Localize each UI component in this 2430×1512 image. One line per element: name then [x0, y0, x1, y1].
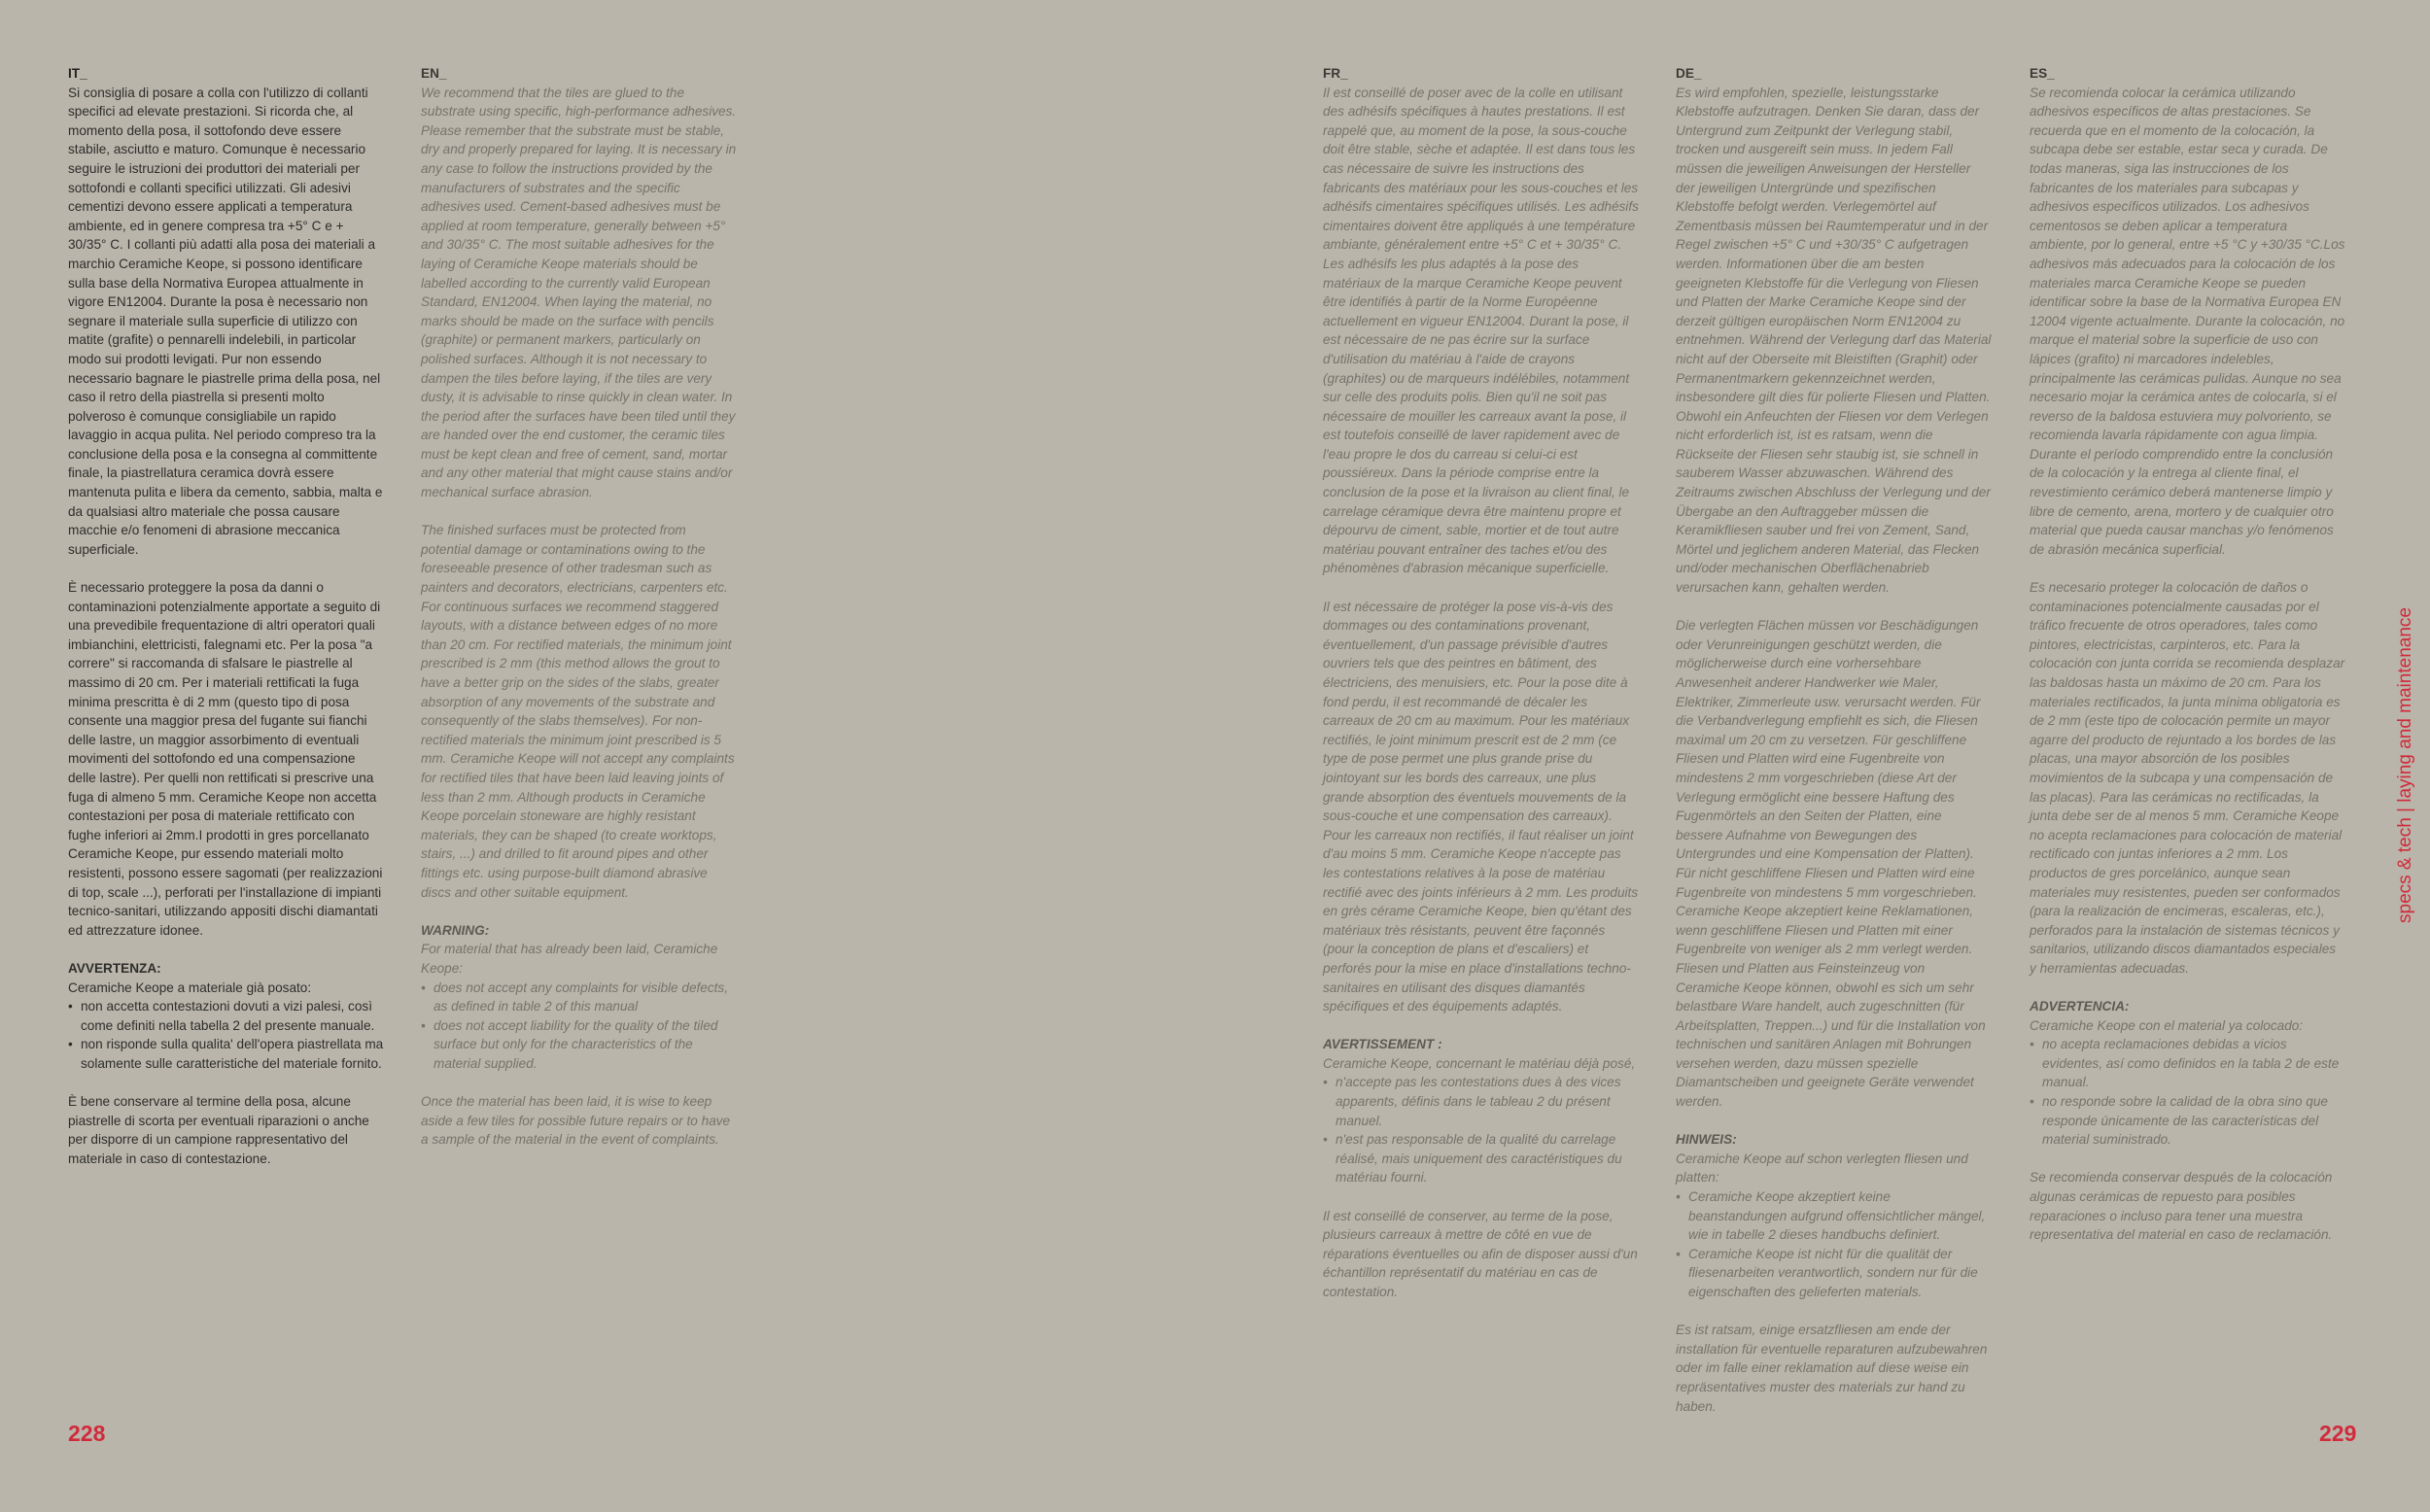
list-item: • no responde sobre la calidad de la obra sino que responde únicamente de las características del material suministrado. [2030, 1092, 2345, 1150]
es-warning-list [2030, 1035, 2345, 1150]
list-item: • does not accept liability for the quality of the tiled surface but only for the characteristics of the material supplied. [421, 1016, 737, 1074]
it-warning-title: AVVERTENZA: [68, 960, 161, 976]
page-number-left: 228 [68, 1421, 106, 1446]
spanish-column [2030, 64, 2345, 1263]
list-item: • n'est pas responsable de la qualité du carrelage réalisé, mais uniquement des caractéristiques du matériau fourni. [1323, 1130, 1639, 1187]
german-column [1676, 64, 1992, 1435]
en-warning-list [421, 979, 737, 1074]
en-paragraph-3: Once the material has been laid, it is wise to keep aside a few tiles for possible future repairs or to have a sample of the material in the event of complaints. [421, 1094, 731, 1148]
it-paragraph-3: È bene conservare al termine della posa, alcune piastrelle di scorta per eventuali riparazioni o anche per disporre di un campione rappresentativo del materiale in caso di contestazione. [68, 1094, 369, 1166]
en-paragraph-1: We recommend that the tiles are glued to the substrate using specific, high-performance adhesives. Please remember that the substrate must be stable, dry and properly prepared for laying. It is necessary in any case to follow the instructions provided by the manufacturers of substrates and the specific adhesives used. Cement-based adhesives must be applied at room temperature, generally between +5° and 30/35° C. The most suitable adhesives for the laying of Ceramiche Keope materials should be labelled according to the currently valid European Standard, EN12004. When laying the material, no marks should be made on the surface with pencils (graphite) or permanent markers, particularly on polished surfaces. Although it is not necessary to dampen the tiles before laying, if the tiles are very dusty, it is advisable to rinse quickly in clean water. In the period after the surfaces have been tiled until they are handed over the end customer, the ceramic tiles must be kept clean and free of cement, sand, mortar and any other material that might cause stains and/or mechanical surface abrasion. [421, 85, 737, 500]
list-item: • n'accepte pas les contestations dues à des vices apparents, définis dans le tableau 2 du présent manuel. [1323, 1073, 1639, 1130]
french-column [1323, 64, 1639, 1321]
de-warning-list [1676, 1187, 1992, 1302]
es-warning-lead: Ceramiche Keope con el material ya colocado: [2030, 1017, 2304, 1033]
fr-warning-lead: Ceramiche Keope, concernant le matériau déjà posé, [1323, 1055, 1636, 1071]
lang-label-it: IT_ [68, 66, 87, 81]
english-column [421, 64, 737, 1168]
list-item: • non risponde sulla qualita' dell'opera piastrellata ma solamente sulle caratteristiche del materiale fornito. [68, 1035, 384, 1073]
es-warning-title: ADVERTENCIA: [2030, 999, 2130, 1014]
en-paragraph-2: The finished surfaces must be protected from potential damage or contaminations owing to the foreseeable presence of other tradesman such as painters and decorators, electricians, carpenters etc. For continuous surfaces we recommend staggered layouts, with a distance between edges of no more than 20 cm. For rectified materials, the minimum joint prescribed is 2 mm (this method allows the grout to have a better grip on the sides of the slabs, greater absorption of any movements of the substrate and consequently of the slabs themselves). For non-rectified materials the minimum joint prescribed is 5 mm. Ceramiche Keope will not accept any complaints for rectified tiles that have been laid leaving joints of less than 2 mm. Although products in Ceramiche Keope porcelain stoneware are highly resistant materials, they can be shaped (to create worktops, stairs, ...) and drilled to fit around pipes and other fittings etc. using purpose-built diamond abrasive discs and other suitable equipment. [421, 523, 735, 900]
list-item: • non accetta contestazioni dovuti a vizi palesi, così come definiti nella tabella 2 del presente manuale. [68, 997, 384, 1035]
side-label-text: specs & tech | laying and maintenance [2395, 607, 2415, 923]
lang-label-es: ES_ [2030, 66, 2055, 81]
de-paragraph-3: Es ist ratsam, einige ersatzfliesen am ende der installation für eventuelle reparaturen aufzubewahren oder im falle einer reklamation auf diese weise ein repräsentatives muster des materials zur hand zu haben. [1676, 1323, 1988, 1414]
de-warning-title: HINWEIS: [1676, 1132, 1737, 1148]
lang-label-de: DE_ [1676, 66, 1702, 81]
en-warning-title: WARNING: [421, 922, 490, 938]
list-item: • Ceramiche Keope ist nicht für die qualität der fliesenarbeiten verantwortlich, sondern nur für die eigenschaften des gelieferten materials. [1676, 1245, 1992, 1302]
italian-column [68, 64, 384, 1187]
es-paragraph-2: Es necesario proteger la colocación de daños o contaminaciones potencialmente causadas por el tráfico frecuente de otros operadores, tales como pintores, electricistas, carpinteros, etc. Para la colocación con junta corrida se recomienda desplazar las baldosas hasta un máximo de 20 cm. Para los materiales rectificados, la junta mínima obligatoria es de 2 mm (este tipo de colocación permite un mayor agarre del producto de rejuntado a los bordes de las placas, una mayor absorción de los posibles movimientos de la subcapa y una compensación de las placas). Para las cerámicas no rectificadas, la junta debe ser de al menos 5 mm. Ceramiche Keope no acepta reclamaciones para colocación de material rectificado con juntas inferiores a 2 mm. Los productos de gres porcelánico, aunque sean materiales muy resistentes, pueden ser conformados (para la realización de encimeras, escaleras, etc.), perforados para la instalación de sistemas técnicos y sanitarios, utilizando discos diamantados especiales y herramientas adecuadas. [2030, 580, 2345, 976]
fr-paragraph-2: Il est nécessaire de protéger la pose vis-à-vis des dommages ou des contaminations provenant, éventuellement, d'un passage prévisible d'autres ouvriers tels que des peintres en bâtiment, des électriciens, des menuisiers, etc. Pour la pose dite à fond perdu, il est recommandé de décaler les carreaux de 20 cm au maximum. Pour les matériaux rectifiés, le joint minimum prescrit est de 2 mm (ce type de pose permet une plus grande prise du jointoyant sur les bords des carreaux, une plus grande absorption des éventuels mouvements de la sous-couche et une compensation des carreaux). Pour les carreaux non rectifiés, il faut réaliser un joint d'au moins 5 mm. Ceramiche Keope n'accepte pas les contestations relatives à la pose de matériau rectifié avec des joints inférieurs à 2 mm. Les produits en grès cérame Ceramiche Keope, bien qu'étant des matériaux très résistants, peuvent être façonnés (pour la conception de plans et d'escaliers) et perforés pour la mise en place d'installations techno-sanitaires en utilisant des disques diamantés spécifiques et des équipements adaptés. [1323, 599, 1639, 1014]
de-paragraph-2: Die verlegten Flächen müssen vor Beschädigungen oder Verunreinigungen geschützt werden, die möglicherweise durch eine vorhersehbare Anwesenheit anderer Handwerker wie Maler, Elektriker, Zimmerleute usw. verursacht werden. Für die Verbandverlegung empfiehlt es sich, die Fliesen maximal um 20 cm zu versetzen. Für geschliffene Fliesen und Platten wird eine Fugenbreite von mindestens 2 mm vorgeschrieben (diese Art der Verlegung ermöglicht eine bessere Haftung des Fugenmörtels an den Seiten der Platten, eine bessere Aufnahme von Bewegungen des Untergrundes und eine Kompensation der Platten). Für nicht geschliffene Fliesen und Platten wird eine Fugenbreite von mindestens 5 mm vorgeschrieben. Ceramiche Keope akzeptiert keine Reklamationen, wenn geschliffene Fliesen und Platten mit einer Fugenbreite von weniger als 2 mm verlegt werden. Fliesen und Platten aus Feinsteinzeug von Ceramiche Keope können, obwohl es sich um sehr belastbare Ware handelt, auch zugeschnitten (für Arbeitsplatten, Treppen...) und für die Installation von technischen und sanitären Anlagen mit Bohrungen versehen werden, dazu müssen spezielle Diamantscheiben und geeignete Geräte verwendet werden. [1676, 618, 1986, 1110]
es-paragraph-3: Se recomienda conservar después de la colocación algunas cerámicas de repuesto para posibles reparaciones o incluso para tener una muestra representativa del material en caso de reclamación. [2030, 1170, 2333, 1243]
lang-label-fr: FR_ [1323, 66, 1348, 81]
page-number-right: 229 [2319, 1421, 2357, 1446]
it-warning-lead: Ceramiche Keope a materiale già posato: [68, 979, 312, 995]
fr-warning-list [1323, 1073, 1639, 1187]
right-page [1215, 0, 2430, 1512]
de-paragraph-1: Es wird empfohlen, spezielle, leistungsstarke Klebstoffe aufzutragen. Denken Sie daran, dass der Untergrund zum Zeitpunkt der Verlegung stabil, trocken und ausgereift sein muss. In jedem Fall müssen die jeweiligen Anweisungen der Hersteller der jeweiligen Untergründe und spezifischen Klebstoffe befolgt werden. Verlegemörtel auf Zementbasis müssen bei Raumtemperatur und in der Regel zwischen +5° C und +30/35° C aufgetragen werden. Informationen über die am besten geeigneten Klebstoffe für die Verlegung von Fliesen und Platten der Marke Ceramiche Keope sind der derzeit gültigen europäischen Norm EN12004 zu entnehmen. Während der Verlegung darf das Material nicht auf der Oberseite mit Bleistiften (Graphit) oder Permanentmarkern gekennzeichnet werden, insbesondere gilt dies für polierte Fliesen und Platten. Obwohl ein Anfeuchten der Fliesen vor dem Verlegen nicht erforderlich ist, ist es ratsam, wenn die Rückseite der Fliesen sehr staubig ist, sie schnell in sauberem Wasser abzuwaschen. Während des Zeitraums zwischen Abschluss der Verlegung und der Übergabe an den Auftraggeber müssen die Keramikfliesen sauber und frei von Zement, Sand, Mörtel und jeglichem anderen Material, das Flecken und/oder mechanischen Oberflächenabrieb verursachen kann, gehalten werden. [1676, 85, 1992, 596]
it-paragraph-2: È necessario proteggere la posa da danni o contaminazioni potenzialmente apportate a seguito di una prevedibile frequentazione di altri operatori quali imbianchini, elettricisti, falegnami etc. Per la posa "a correre" si raccomanda di sfalsare le piastrelle al massimo di 20 cm. Per i materiali rettificati la fuga minima prescritta è di 2 mm (questo tipo di posa consente una maggior presa del fugante sui fianchi delle lastre, un maggior assorbimento di eventuali movimenti del sottofondo ed una compensazione delle lastre). Per quelli non rettificati si prescrive una fuga di almeno 5 mm. Ceramiche Keope non accetta contestazioni per posa di materiale rettificato con fughe inferiori ai 2mm.I prodotti in gres porcellanato Ceramiche Keope, pur essendo materiali molto resistenti, possono essere sagomati (per realizzazioni di top, scale ...), perforati per l'installazione di impianti tecnico-sanitari, utilizzando appositi dischi diamantati ed attrezzature idonee. [68, 580, 383, 938]
fr-warning-title: AVERTISSEMENT : [1323, 1037, 1442, 1052]
fr-paragraph-3: Il est conseillé de conserver, au terme de la pose, plusieurs carreaux à mettre de côté en vue de réparations éventuelles ou afin de disposer aussi d'un échantillon représentatif du matériau en cas de contestation. [1323, 1208, 1638, 1299]
list-item: • does not accept any complaints for visible defects, as defined in table 2 of this manual [421, 979, 737, 1016]
en-warning-lead: For material that has already been laid, Ceramiche Keope: [421, 942, 718, 976]
de-warning-lead: Ceramiche Keope auf schon verlegten fliesen und platten: [1676, 1151, 1968, 1186]
it-warning-list [68, 997, 384, 1073]
it-paragraph-1: Si consiglia di posare a colla con l'utilizzo di collanti specifici ad elevate prestazioni. Si ricorda che, al momento della posa, il sottofondo deve essere stabile, asciutto e maturo. Comunque è necessario seguire le istruzioni dei produttori dei materiali per sottofondi e collanti specifici utilizzati. Gli adesivi cementizi devono essere applicati a temperatura ambiente, ed in genere compresa tra +5° C e + 30/35° C. I collanti più adatti alla posa dei materiali a marchio Ceramiche Keope, si possono identificare sulla base della Normativa Europea attualmente in vigore EN12004. Durante la posa è necessario non segnare il materiale sulla superficie di utilizzo con matite (grafite) o pennarelli indelebili, in particolar modo sui prodotti levigati. Pur non essendo necessario bagnare le piastrelle prima della posa, nel caso il retro della piastrella si presenti molto polveroso è comunque consigliabile un rapido lavaggio in acqua pulita. Nel periodo compreso tra la conclusione della posa e la consegna al committente finale, la piastrellatura ceramica dovrà essere mantenuta pulita e libera da cemento, sabbia, malta e da qualsiasi altro materiale che possa causare macchie e/o fenomeni di abrasione meccanica superficiale. [68, 85, 383, 557]
list-item: • no acepta reclamaciones debidas a vicios evidentes, así como definidos en la tabla 2 de este manual. [2030, 1035, 2345, 1092]
list-item: • Ceramiche Keope akzeptiert keine beanstandungen aufgrund offensichtlicher mängel, wie in tabelle 2 dieses handbuchs definiert. [1676, 1187, 1992, 1245]
es-paragraph-1: Se recomienda colocar la cerámica utilizando adhesivos específicos de altas prestaciones. Se recuerda que en el momento de la colocación, la subcapa debe ser estable, estar seca y curada. De todas maneras, siga las instrucciones de los fabricantes de los materiales para subcapas y adhesivos específicos utilizados. Los adhesivos cementosos se deben aplicar a temperatura ambiente, por lo general, entre +5 °C y +30/35 °C.Los adhesivos más adecuados para la colocación de los materiales marca Ceramiche Keope se pueden identificar sobre la base de la Normativa Europea EN 12004 vigente actualmente. Durante la colocación, no marque el material sobre la superficie de uso con lápices (grafito) ni marcadores indelebles, principalmente las cerámicas pulidas. Aunque no sea necesario mojar la cerámica antes de colocarla, si el reverso de la baldosa estuviera muy polvoriento, se recomienda lavarla rápidamente con agua limpia. Durante el período comprendido entre la conclusión de la colocación y la entrega al cliente final, el revestimiento cerámico deberá mantenerse limpio y libre de cemento, arena, mortero y de cualquier otro material que pueda causar manchas y/o fenómenos de abrasión mecánica superficial. [2030, 85, 2345, 557]
fr-paragraph-1: Il est conseillé de poser avec de la colle en utilisant des adhésifs spécifiques à hautes prestations. Il est rappelé que, au moment de la pose, la sous-couche doit être stable, sèche et adaptée. Il est dans tous les cas nécessaire de suivre les instructions des fabricants des matériaux pour les sous-couches et les adhésifs cimentaires spécifiques utilisés. Les adhésifs cimentaires doivent être appliqués à une température ambiante, généralement entre +5° C et + 30/35° C. Les adhésifs les plus adaptés à la pose des matériaux de la marque Ceramiche Keope peuvent être identifiés à partir de la Norme Européenne actuellement en vigueur EN12004. Durant la pose, il est nécessaire de ne pas écrire sur la surface d'utilisation du matériau à l'aide de crayons (graphites) ou de marqueurs indélébiles, notamment sur celle des produits polis. Bien qu'il ne soit pas nécessaire de mouiller les carreaux avant la pose, il est toutefois conseillé de laver rapidement avec de l'eau propre le dos du carreau si celui-ci est poussiéreux. Dans la période comprise entre la conclusion de la pose et la livraison au client final, le carrelage céramique devra être maintenu propre et dépourvu de ciment, sable, mortier et de tout autre matériau pouvant entraîner des taches et/ou des phénomènes d'abrasion mécanique superficielle. [1323, 85, 1639, 576]
lang-label-en: EN_ [421, 66, 447, 81]
